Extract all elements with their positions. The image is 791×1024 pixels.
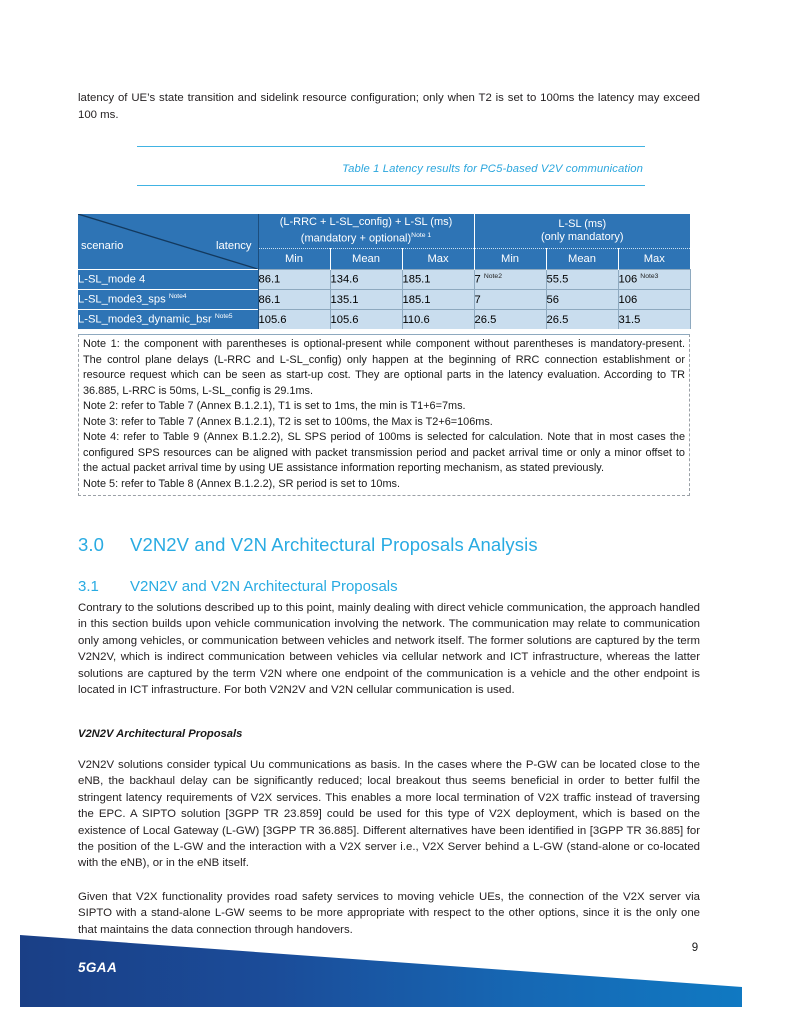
table-subheader-max-2: Max bbox=[618, 249, 690, 270]
table-subheader-mean-1: Mean bbox=[330, 249, 402, 270]
table-note-1: Note 1: the component with parentheses is optional-present while component without parentheses is mandatory-present. The control plane delays (L-RRC and L-SL_config) only happen at the beginning of RRC connection establishment or resource request which can be seen as start-up cost. They are optional parts in the latency evaluation. According to TR 36.885, L-RRC is 50ms, L-SL_config is 29.1ms. bbox=[83, 338, 685, 397]
table-cell bbox=[402, 270, 474, 290]
cell-value: 185.1 bbox=[402, 273, 431, 286]
table-subheader-min-2: Min bbox=[474, 249, 546, 270]
cell-value: 31.5 bbox=[618, 313, 641, 326]
subsection-paragraph-2: Given that V2X functionality provides road safety services to moving vehicle UEs, the connection of the V2X server via SIPTO with a stand-alone L-GW seems to be more appropriate with respect to the other options, since it is the only one that maintains the data connection through handovers. bbox=[78, 891, 700, 936]
cell-value: 110.6 bbox=[402, 313, 430, 326]
table-cell bbox=[618, 270, 690, 290]
cell-value: 7 bbox=[474, 273, 481, 286]
table-note-2: Note 2: refer to Table 7 (Annex B.1.2.1), T1 is set to 1ms, the min is T1+6=7ms. bbox=[83, 400, 466, 412]
group-header-2-line1: L-SL (ms) bbox=[558, 217, 607, 230]
table-cell bbox=[546, 290, 618, 310]
table-cell bbox=[546, 310, 618, 330]
table-subheader-max-1: Max bbox=[402, 249, 474, 270]
table-cell bbox=[474, 270, 546, 290]
table-row-label bbox=[78, 290, 258, 310]
cell-value: 106 bbox=[618, 273, 638, 286]
table-corner-diagonal-header bbox=[78, 214, 258, 270]
cell-value: 105.6 bbox=[330, 313, 359, 326]
footer-brand: 5GAA bbox=[78, 960, 118, 975]
cell-note: Note2 bbox=[483, 273, 502, 281]
table-row-label bbox=[78, 310, 258, 330]
table-notes-box bbox=[78, 334, 690, 496]
table-cell bbox=[330, 270, 402, 290]
row-label-text: L-SL_mode3_sps bbox=[78, 293, 166, 306]
table-note-4: Note 4: refer to Table 9 (Annex B.1.2.2), SL SPS period of 100ms is selected for calculation. Note that in most cases the configured SPS resources can be aligned with packet transmission period and packet arrival time or only a minor offset to the actual packet arrival time by using UE assistance information reporting mechanism, as stated previously. bbox=[83, 431, 685, 474]
cell-value: 135.1 bbox=[330, 293, 359, 306]
cell-value: 26.5 bbox=[474, 313, 497, 326]
table-cell bbox=[618, 290, 690, 310]
group-header-1-line2: (mandatory + optional) bbox=[300, 232, 412, 245]
section-heading-3-1 bbox=[78, 578, 398, 595]
section-title-3-1: V2N2V and V2N Architectural Proposals bbox=[130, 578, 398, 595]
table-cell bbox=[258, 290, 330, 310]
table-cell bbox=[330, 290, 402, 310]
table-cell bbox=[546, 270, 618, 290]
section-number-3-0: 3.0 bbox=[78, 534, 105, 555]
table-row bbox=[78, 270, 690, 290]
table-group-header-1 bbox=[258, 214, 474, 249]
cell-value: 134.6 bbox=[330, 273, 359, 286]
corner-col-label: latency bbox=[216, 240, 252, 252]
cell-note: Note3 bbox=[640, 273, 659, 281]
section-title-3-0: V2N2V and V2N Architectural Proposals Analysis bbox=[130, 534, 538, 555]
table-cell bbox=[330, 310, 402, 330]
table-header-group-row bbox=[78, 214, 690, 249]
table-cell bbox=[402, 290, 474, 310]
row-label-note: Note5 bbox=[214, 313, 233, 321]
cell-value: 7 bbox=[474, 293, 481, 306]
section-number-3-1: 3.1 bbox=[78, 578, 99, 595]
intro-paragraph: latency of UE’s state transition and sidelink resource configuration; only when T2 is set to 100ms the latency may exceed 100 ms. bbox=[78, 92, 700, 121]
cell-value: 185.1 bbox=[402, 293, 431, 306]
table-row-label bbox=[78, 270, 258, 290]
cell-value: 105.6 bbox=[258, 313, 287, 326]
table-subheader-mean-2: Mean bbox=[546, 249, 618, 270]
subsection-paragraph-1: V2N2V solutions consider typical Uu communications as basis. In the cases where the P-GW can be located close to the eNB, the backhaul delay can be significantly reduced; local breakout thus seems beneficial in order to better fulfil the stringent latency requirements of V2X services. This enables a more local termination of V2X traffic instead of traversing the EPC. A SIPTO solution [3GPP TR 23.859] could be used for this type of V2X deployment, which is based on the existence of Local Gateway (L-GW) [3GPP TR 36.885]. Different alternatives have been identified in [3GPP TR 36.885] for the position of the L-GW and the interaction with a V2X server i.e., V2X Server behind a L-GW (stand-alone or co-located with the eNB), or in the eNB itself. bbox=[78, 759, 700, 870]
cell-value: 106 bbox=[618, 293, 638, 306]
table-note-3: Note 3: refer to Table 7 (Annex B.1.2.1), T2 is set to 100ms, the Max is T2+6=106ms. bbox=[83, 415, 493, 428]
page-number: 9 bbox=[691, 942, 699, 954]
cell-value: 55.5 bbox=[546, 273, 569, 286]
row-label-note: Note4 bbox=[168, 293, 187, 301]
group-header-2-line2: (only mandatory) bbox=[541, 231, 624, 243]
cell-value: 86.1 bbox=[258, 293, 281, 306]
group-header-1-note: Note 1 bbox=[411, 232, 432, 240]
section-3-1-paragraph: Contrary to the solutions described up to this point, mainly dealing with direct vehicle communication, the approach handled in this section builds upon vehicle communication involving the network. The communication may relate to communication only among vehicles, or communication between vehicles and network itself. The former solutions are captured by the term V2N2V, which is indirect communication between vehicles via cellular network and ICT infrastructure, whereas the latter solutions are captured by the term V2N where one endpoint of the communication is a vehicle and the other endpoint is located in ICT infrastructure. For both V2N2V and V2N cellular communication is used. bbox=[78, 602, 700, 697]
row-label-text: L-SL_mode3_dynamic_bsr bbox=[78, 313, 212, 326]
table-subheader-min-1: Min bbox=[258, 249, 330, 270]
table-row bbox=[78, 290, 690, 310]
table-caption: Table 1 Latency results for PC5-based V2V communication bbox=[342, 163, 643, 175]
table-note-5: Note 5: refer to Table 8 (Annex B.1.2.2), SR period is set to 10ms. bbox=[83, 477, 400, 490]
cell-value: 26.5 bbox=[546, 313, 569, 326]
group-header-1-line1: (L-RRC + L-SL_config) + L-SL (ms) bbox=[279, 215, 453, 228]
table-group-header-2 bbox=[474, 214, 690, 249]
table-cell bbox=[474, 310, 546, 330]
section-heading-3-0 bbox=[78, 534, 538, 556]
cell-value: 56 bbox=[546, 293, 559, 306]
footer-banner bbox=[0, 925, 791, 1024]
subsection-heading: V2N2V Architectural Proposals bbox=[78, 728, 243, 740]
row-label-text: L-SL_mode 4 bbox=[78, 273, 146, 286]
table-caption-box bbox=[137, 146, 645, 186]
cell-value: 86.1 bbox=[258, 273, 281, 286]
table-cell bbox=[258, 310, 330, 330]
corner-row-label: scenario bbox=[81, 240, 124, 252]
table-cell bbox=[402, 310, 474, 330]
table-cell bbox=[258, 270, 330, 290]
table-cell bbox=[618, 310, 690, 330]
latency-results-table bbox=[78, 214, 691, 329]
table-cell bbox=[474, 290, 546, 310]
table-row bbox=[78, 310, 690, 330]
